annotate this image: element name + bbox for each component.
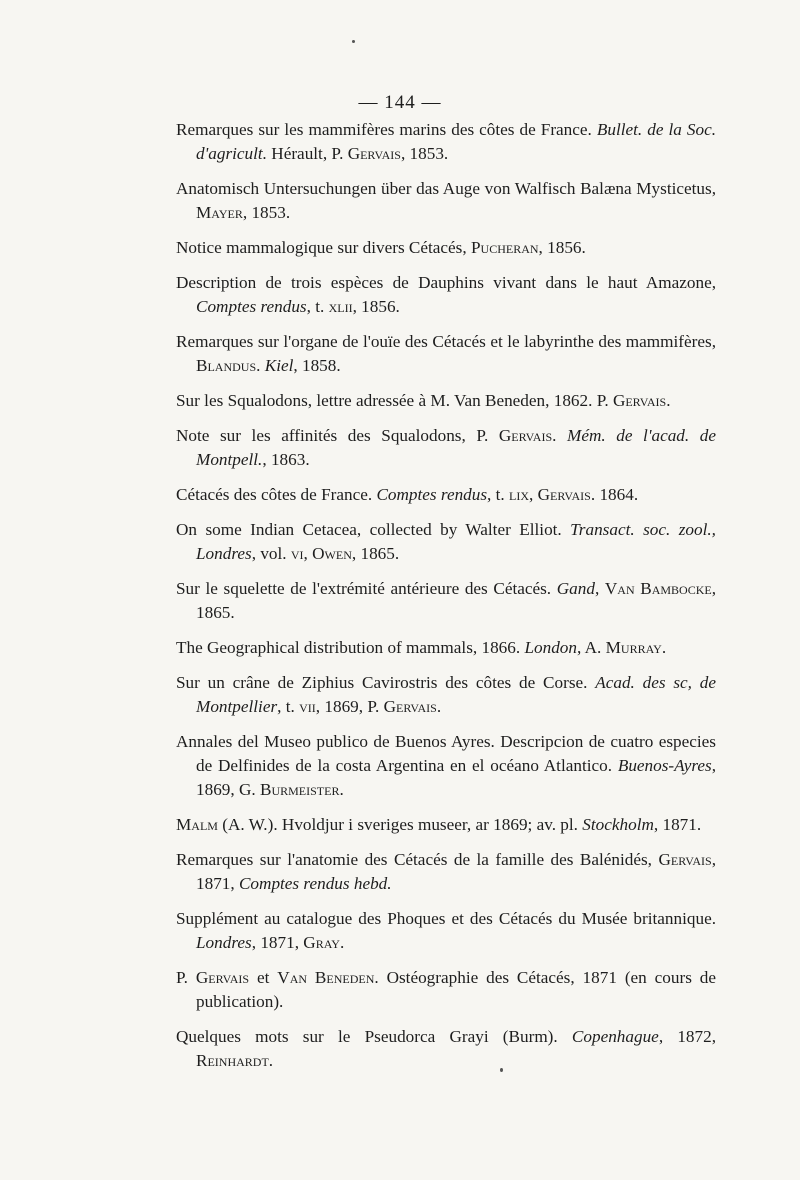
entry-text: Gervais — [195, 968, 250, 987]
entry-text: Remarques sur les mammifères marins des côtes de France. — [176, 120, 597, 139]
bibliography-entry — [176, 1025, 716, 1073]
bibliography-list — [176, 118, 716, 1084]
entry-text: The Geographical distribution of mammals, 1866. — [176, 638, 525, 657]
entry-text: Gray — [303, 933, 340, 952]
entry-text: Murray — [605, 638, 662, 657]
entry-text: (A. W.). Hvoldjur i sveriges museer, ar 1869; av. pl. — [217, 815, 583, 834]
entry-text: . — [256, 356, 265, 375]
entry-text: . — [339, 780, 344, 799]
entry-text: , 1853. — [400, 144, 449, 163]
entry-text: Gervais — [498, 426, 553, 445]
bibliography-entry — [176, 483, 716, 507]
entry-text: Copenhague — [571, 1027, 659, 1046]
entry-text: Comptes rendus — [196, 297, 307, 316]
bibliography-entry — [176, 330, 716, 378]
entry-text: Sur un crâne de Ziphius Cavirostris des côtes de Corse. — [176, 673, 596, 692]
entry-text: Cétacés des côtes de France. — [176, 485, 377, 504]
entry-text: , 1858. — [293, 356, 341, 375]
entry-text: Van Beneden — [277, 968, 375, 987]
bibliography-entry — [176, 389, 716, 413]
entry-text: , 1856. — [352, 297, 400, 316]
entry-text: Gervais — [383, 697, 437, 716]
bibliography-entry — [176, 848, 716, 896]
entry-text: Notice mammalogique sur divers Cétacés, — [176, 238, 471, 257]
specks — [352, 40, 355, 43]
entry-text: , 1865. — [196, 579, 717, 622]
entry-text: Comptes rendus hebd. — [238, 874, 392, 893]
specks — [500, 1068, 503, 1072]
entry-text: , 1869, P. — [315, 697, 384, 716]
entry-text: , t. — [487, 485, 510, 504]
entry-text: , A. — [576, 638, 606, 657]
entry-text: vi — [290, 544, 304, 563]
entry-text: . — [552, 426, 568, 445]
entry-text: , 1871. — [653, 815, 702, 834]
entry-text: Buenos-Ayres — [617, 756, 712, 775]
entry-text: Londres — [196, 933, 252, 952]
entry-text: Malm — [176, 815, 218, 834]
entry-text: . — [268, 1051, 274, 1070]
entry-text: Bullet. de la Soc. d'agricult. — [196, 120, 716, 163]
entry-text: Sur le squelette de l'extrémité antérieure des Cétacés. — [176, 579, 557, 598]
bibliography-entry — [176, 671, 716, 719]
entry-text: Gand — [556, 579, 595, 598]
entry-text: Supplément au catalogue des Phoques et des Cétacés du Musée britannique. — [176, 909, 716, 928]
entry-text: . — [339, 933, 345, 952]
entry-text: et — [249, 968, 278, 987]
entry-text: Comptes rendus — [376, 485, 488, 504]
bibliography-entry — [176, 424, 716, 472]
entry-text: , 1865. — [351, 544, 400, 563]
bibliography-entry — [176, 518, 716, 566]
entry-text: Van Bambocke — [604, 579, 712, 598]
entry-text: . — [436, 697, 442, 716]
entry-text: xlii — [328, 297, 353, 316]
entry-text: Gervais — [347, 144, 401, 163]
bibliography-entry — [176, 730, 716, 802]
entry-text: lix — [509, 485, 530, 504]
entry-text: Reinhardt — [196, 1051, 269, 1070]
entry-text: , 1871, — [251, 933, 304, 952]
entry-text: Hérault, P. — [267, 144, 348, 163]
entry-text: , — [529, 485, 538, 504]
entry-text: . 1864. — [590, 485, 639, 504]
entry-text: Anatomisch Untersuchungen über das Auge von Walfisch Balæna Mysticetus, — [176, 179, 716, 198]
entry-text: vii — [299, 697, 316, 716]
entry-text: Quelques mots sur le Pseudorca Grayi (Burm). — [176, 1027, 572, 1046]
entry-text: P. — [176, 968, 196, 987]
entry-text: Gervais — [537, 485, 591, 504]
entry-text: Gervais — [658, 850, 712, 869]
entry-text: Remarques sur l'organe de l'ouïe des Cétacés et le labyrinthe des mammifères, — [176, 332, 716, 351]
entry-text: Burmeister — [259, 780, 340, 799]
entry-text: , — [303, 544, 313, 563]
bibliography-entry — [176, 907, 716, 955]
bibliography-entry — [176, 118, 716, 166]
entry-text: , vol. — [251, 544, 291, 563]
entry-text: , — [594, 579, 605, 598]
entry-text: , 1869, G. — [196, 756, 716, 799]
entry-text: Transact. soc. zool., Londres — [196, 520, 716, 563]
entry-text: Pucheran — [470, 238, 539, 257]
entry-text: London — [524, 638, 577, 657]
entry-text: Blandus — [196, 356, 257, 375]
entry-text: , 1856. — [538, 238, 586, 257]
entry-text: Sur les Squalodons, lettre adressée à M. Van Beneden, 1862. P. — [176, 391, 613, 410]
bibliography-entry — [176, 813, 716, 837]
page-number: — 144 — — [358, 92, 442, 113]
entry-text: Remarques sur l'anatomie des Cétacés de la famille des Balénidés, — [176, 850, 659, 869]
entry-text: , 1853. — [242, 203, 291, 222]
bibliography-entry — [176, 966, 716, 1014]
bibliography-entry — [176, 577, 716, 625]
entry-text: Acad. des sc, de Montpellier — [196, 673, 716, 716]
entry-text: Gervais — [612, 391, 667, 410]
entry-text: . Ostéographie des Cétacés, 1871 (en cours de publication). — [196, 968, 716, 1011]
entry-text: Kiel — [264, 356, 294, 375]
entry-text: Mém. de l'acad. de Montpell. — [196, 426, 716, 469]
entry-text: Annales del Museo publico de Buenos Ayres. Descripcion de cuatro especies de Delfinides de la costa Argentina en el océano Atlantico. — [176, 732, 716, 775]
entry-text: On some Indian Cetacea, collected by Walter Elliot. — [176, 520, 571, 539]
entry-text: . — [666, 391, 671, 410]
entry-text: , 1872, — [658, 1027, 716, 1046]
bibliography-entry — [176, 236, 716, 260]
entry-text: , t. — [277, 697, 300, 716]
entry-text: Owen — [312, 544, 352, 563]
bibliography-entry — [176, 177, 716, 225]
entry-text: Note sur les affinités des Squalodons, P. — [176, 426, 499, 445]
bibliography-entry — [176, 271, 716, 319]
entry-text: . — [661, 638, 667, 657]
entry-text: , t. — [306, 297, 329, 316]
entry-text: Description de trois espèces de Dauphins vivant dans le haut Amazone, — [176, 273, 716, 292]
entry-text: , 1863. — [262, 450, 310, 469]
bibliography-entry — [176, 636, 716, 660]
entry-text: , 1871, — [196, 850, 716, 893]
entry-text: Mayer — [196, 203, 243, 222]
entry-text: Stockholm — [582, 815, 654, 834]
